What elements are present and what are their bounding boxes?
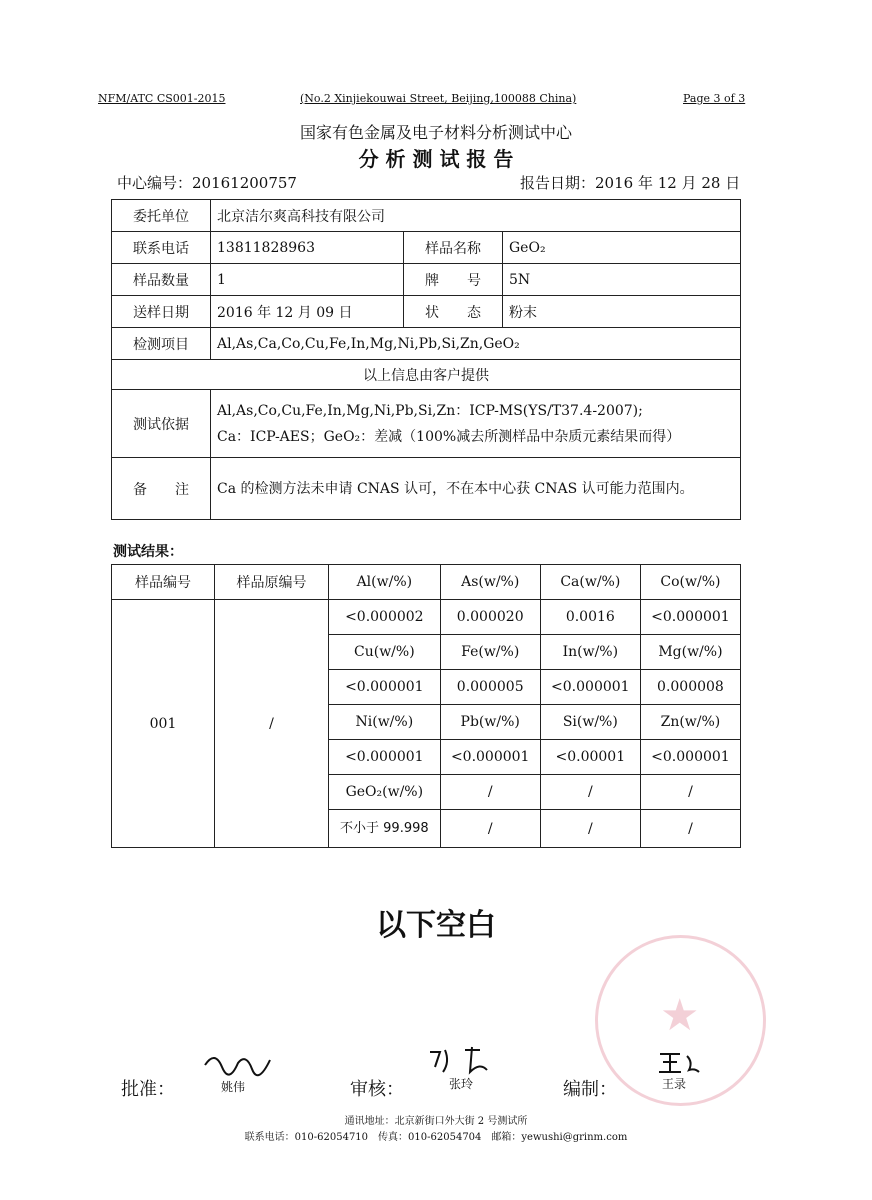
result-cell: Mg(w/%) [640, 635, 740, 670]
result-cell: 0.000005 [440, 670, 540, 705]
result-cell: <0.000001 [540, 670, 640, 705]
result-cell: 0.000020 [440, 600, 540, 635]
result-cell: <0.000002 [329, 600, 441, 635]
items-value: Al,As,Ca,Co,Cu,Fe,In,Mg,Ni,Pb,Si,Zn,GeO₂ [211, 328, 741, 360]
date-label: 送样日期 [112, 296, 211, 328]
state-label: 状 态 [404, 296, 503, 328]
result-cell: <0.000001 [640, 600, 740, 635]
report-date: 报告日期：2016 年 12 月 28 日 [520, 174, 741, 192]
result-cell: / [540, 810, 640, 848]
review-name: 张玲 [449, 1077, 474, 1091]
items-label: 检测项目 [112, 328, 211, 360]
result-cell: <0.000001 [440, 740, 540, 775]
note-value: Ca 的检测方法未申请 CNAS 认可，不在本中心获 CNAS 认可能力范围内。 [211, 458, 741, 520]
org-title: 国家有色金属及电子材料分析测试中心 [299, 123, 572, 142]
phone-value: 13811828963 [211, 232, 404, 264]
result-cell: Si(w/%) [540, 705, 640, 740]
sample-name-label: 样品名称 [404, 232, 503, 264]
info-table [111, 199, 741, 520]
result-cell: 不小于 99.998 [329, 810, 441, 848]
blank-below: 以下空白 [376, 908, 496, 943]
approve-name: 姚伟 [221, 1080, 246, 1094]
prepare-signature [655, 1048, 705, 1076]
col-sample-no: 样品编号 [112, 565, 215, 600]
result-cell: In(w/%) [540, 635, 640, 670]
result-cell: Co(w/%) [640, 565, 740, 600]
date-value: 2016 年 12 月 09 日 [211, 296, 404, 328]
result-cell: Pb(w/%) [440, 705, 540, 740]
result-cell: Ni(w/%) [329, 705, 441, 740]
result-cell: / [640, 810, 740, 848]
result-cell: / [640, 775, 740, 810]
result-cell: Al(w/%) [329, 565, 441, 600]
page-number: Page 3 of 3 [683, 92, 746, 105]
seal-star-icon: ★ [660, 990, 700, 1041]
report-title: 分 析 测 试 报 告 [358, 147, 514, 171]
center-number: 中心编号：20161200757 [117, 174, 297, 192]
result-cell: Cu(w/%) [329, 635, 441, 670]
qty-value: 1 [211, 264, 404, 296]
results-table [111, 564, 741, 848]
sample-name-value: GeO₂ [503, 232, 741, 264]
review-signature [425, 1042, 505, 1078]
brand-label: 牌 号 [404, 264, 503, 296]
note-label: 备 注 [112, 458, 211, 520]
basis-line-2: Ca：ICP-AES；GeO₂：差减（100%减去所测样品中杂质元素结果而得） [217, 428, 681, 445]
result-cell: Zn(w/%) [640, 705, 740, 740]
doc-code: NFM/ATC CS001-2015 [98, 92, 226, 105]
client-label: 委托单位 [112, 200, 211, 232]
footer-contact: 联系电话：010-62054710 传真：010-62054704 邮箱：yewushi@grinm.com [244, 1132, 628, 1143]
col-orig-no: 样品原编号 [215, 565, 329, 600]
result-cell: <0.000001 [329, 670, 441, 705]
footer-address: 通讯地址：北京新街口外大街 2 号测试所 [344, 1116, 528, 1127]
header-address: (No.2 Xinjiekouwai Street, Beijing,100088 China) [300, 92, 577, 105]
result-cell: GeO₂(w/%) [329, 775, 441, 810]
phone-label: 联系电话 [112, 232, 211, 264]
state-value: 粉末 [503, 296, 741, 328]
basis-label: 测试依据 [112, 390, 211, 458]
result-cell: <0.000001 [640, 740, 740, 775]
result-cell: Fe(w/%) [440, 635, 540, 670]
result-cell: / [540, 775, 640, 810]
result-cell: 0.0016 [540, 600, 640, 635]
basis-line-1: Al,As,Co,Cu,Fe,In,Mg,Ni,Pb,Si,Zn：ICP-MS(YS/T37.4-2007); [217, 402, 643, 419]
sample-no-value: 001 [112, 600, 215, 848]
client-value: 北京洁尔爽高科技有限公司 [211, 200, 741, 232]
provided-note: 以上信息由客户提供 [112, 360, 741, 390]
result-cell: <0.000001 [329, 740, 441, 775]
results-heading: 测试结果： [113, 544, 183, 560]
result-cell: Ca(w/%) [540, 565, 640, 600]
result-cell: / [440, 810, 540, 848]
result-cell: / [440, 775, 540, 810]
orig-no-value: / [215, 600, 329, 848]
prepare-label: 编制： [563, 1079, 617, 1100]
result-cell: 0.000008 [640, 670, 740, 705]
qty-label: 样品数量 [112, 264, 211, 296]
brand-value: 5N [503, 264, 741, 296]
result-cell: <0.00001 [540, 740, 640, 775]
result-cell: As(w/%) [440, 565, 540, 600]
prepare-name: 王录 [662, 1077, 687, 1091]
review-label: 审核： [350, 1079, 404, 1100]
approve-label: 批准： [121, 1079, 175, 1100]
